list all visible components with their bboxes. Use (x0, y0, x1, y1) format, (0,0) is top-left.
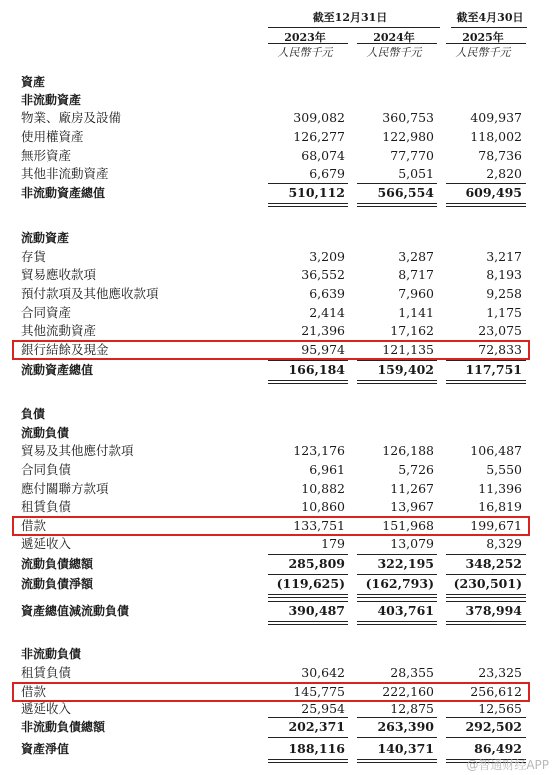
row-label: 合同資產 (21, 305, 72, 320)
double-underline (446, 621, 526, 625)
row-label: 無形資產 (21, 148, 72, 163)
cell-2025: 86,492 (474, 741, 522, 756)
cell-2025: 348,252 (465, 556, 522, 571)
cell-2024: 360,753 (382, 110, 434, 125)
header-group-dec31: 截至12月31日 (312, 11, 388, 24)
cell-2025: 9,258 (486, 286, 522, 301)
section-heading: 非流動負債 (21, 647, 82, 661)
table-row (0, 498, 553, 516)
table-row (0, 304, 553, 322)
cell-2024: (162,793) (365, 576, 434, 591)
cell-2025: 2,820 (486, 166, 522, 181)
cell-2025: 23,075 (478, 323, 522, 338)
cell-2024: 28,355 (390, 665, 434, 680)
row-label: 借款 (21, 518, 47, 533)
cell-2025: 378,994 (465, 603, 522, 618)
table-row (0, 128, 553, 146)
total-rule (357, 183, 437, 184)
row-label: 非流動資產總值 (21, 186, 106, 200)
cell-2023: 202,371 (288, 719, 345, 734)
total-rule (357, 554, 437, 555)
cell-2023: 30,642 (301, 665, 345, 680)
cell-2024: 13,079 (390, 536, 434, 551)
cell-2023: 510,112 (288, 185, 345, 200)
cell-2024: 3,287 (398, 249, 434, 264)
cell-2024: 263,390 (377, 719, 434, 734)
single-underline (268, 737, 348, 738)
table-row (0, 405, 553, 423)
table-row (0, 322, 553, 340)
cell-2024: 17,162 (390, 323, 434, 338)
table-row (0, 229, 553, 247)
row-label: 存貨 (21, 249, 47, 264)
double-underline (357, 621, 437, 625)
cell-2024: 7,960 (398, 286, 434, 301)
total-rule (357, 601, 437, 602)
table-row (0, 266, 553, 284)
double-underline (268, 621, 348, 625)
row-label: 貿易應收款項 (21, 267, 97, 282)
table-row (0, 184, 553, 202)
row-label: 應付關聯方款項 (21, 481, 109, 496)
highlight-box (12, 682, 530, 702)
total-rule (446, 601, 526, 602)
double-underline (268, 594, 348, 598)
cell-2025: 292,502 (465, 719, 522, 734)
double-underline (357, 380, 437, 384)
total-rule (357, 717, 437, 718)
cell-2024: 5,051 (398, 166, 434, 181)
cell-2023: 95,974 (301, 342, 345, 357)
cell-2025: 3,217 (486, 249, 522, 264)
table-row (0, 361, 553, 379)
header-rule-dec31 (268, 27, 440, 28)
cell-2025: 118,002 (470, 129, 522, 144)
cell-2024: 13,967 (390, 499, 434, 514)
row-label: 借款 (21, 684, 47, 699)
single-underline (357, 737, 437, 738)
cell-2025: 8,329 (486, 536, 522, 551)
cell-2025: 106,487 (470, 443, 522, 458)
cell-2025: 16,819 (478, 499, 522, 514)
table-row (0, 535, 553, 553)
cell-2025: 8,193 (486, 267, 522, 282)
row-label: 非流動負債總額 (21, 720, 106, 734)
cell-2023: 10,882 (301, 481, 345, 496)
cell-2023: 390,487 (288, 603, 345, 618)
table-row (0, 248, 553, 266)
double-underline (357, 203, 437, 207)
cell-2023: 2,414 (309, 305, 345, 320)
table-row (0, 575, 553, 593)
cell-2024: 1,141 (398, 305, 434, 320)
cell-2023: 166,184 (288, 362, 345, 377)
double-underline (446, 594, 526, 598)
header-year-2024: 2024年 (373, 31, 415, 44)
row-label: 資產總值減流動負債 (21, 604, 130, 618)
row-label: 其他非流動資產 (21, 166, 109, 181)
cell-2023: 179 (321, 536, 345, 551)
row-label: 遞延收入 (21, 536, 72, 551)
table-row (0, 480, 553, 498)
table-row (0, 109, 553, 127)
cell-2025: 23,325 (478, 665, 522, 680)
cell-2024: 566,554 (377, 185, 434, 200)
total-rule (268, 601, 348, 602)
section-heading: 負債 (21, 407, 46, 421)
double-underline (446, 380, 526, 384)
cell-2024: 77,770 (390, 148, 434, 163)
cell-2024: 126,188 (382, 443, 434, 458)
row-label: 租賃負債 (21, 499, 72, 514)
row-label: 貿易及其他應付款項 (21, 443, 134, 458)
table-row (0, 555, 553, 573)
total-rule (268, 554, 348, 555)
double-underline (268, 203, 348, 207)
cell-2024: 222,160 (382, 684, 434, 699)
row-label: 銀行結餘及現金 (21, 342, 109, 357)
cell-2024: 140,371 (377, 741, 434, 756)
cell-2023: 285,809 (288, 556, 345, 571)
cell-2023: 126,277 (293, 129, 345, 144)
section-heading: 流動負債 (21, 426, 70, 440)
cell-2025: (230,501) (453, 576, 522, 591)
cell-2025: 78,736 (478, 148, 522, 163)
row-label: 其他流動資產 (21, 323, 97, 338)
header-year-2023: 2023年 (284, 31, 326, 44)
row-label: 資產淨值 (21, 742, 70, 756)
single-underline (446, 737, 526, 738)
cell-2025: 11,396 (478, 481, 522, 496)
table-row (0, 73, 553, 91)
cell-2023: 133,751 (293, 518, 345, 533)
total-rule (357, 360, 437, 361)
cell-2023: 10,860 (301, 499, 345, 514)
header-year-2025: 2025年 (462, 31, 504, 44)
row-label: 租賃負債 (21, 665, 72, 680)
cell-2023: 25,954 (301, 701, 345, 716)
row-label: 物業、廠房及設備 (21, 110, 122, 125)
table-row (0, 147, 553, 165)
header-group-apr30: 截至4月30日 (456, 11, 524, 24)
cell-2023: 3,209 (309, 249, 345, 264)
total-rule (268, 717, 348, 718)
table-row (0, 285, 553, 303)
cell-2025: 72,833 (478, 342, 522, 357)
cell-2024: 11,267 (390, 481, 434, 496)
total-rule (446, 183, 526, 184)
cell-2023: 188,116 (288, 741, 345, 756)
cell-2024: 151,968 (382, 518, 434, 533)
table-row (0, 700, 553, 718)
cell-2023: (119,625) (276, 576, 345, 591)
cell-2023: 6,639 (309, 286, 345, 301)
double-underline (357, 759, 437, 763)
cell-2025: 609,495 (465, 185, 522, 200)
table-row (0, 602, 553, 620)
cell-2025: 12,565 (478, 701, 522, 716)
cell-2024: 122,980 (382, 129, 434, 144)
double-underline (357, 594, 437, 598)
cell-2025: 117,751 (465, 362, 522, 377)
cell-2024: 12,875 (390, 701, 434, 716)
table-row (0, 664, 553, 682)
cell-2023: 36,552 (301, 267, 345, 282)
highlight-box (12, 516, 530, 536)
cell-2024: 322,195 (377, 556, 434, 571)
row-label: 遞延收入 (21, 701, 72, 716)
table-row (0, 165, 553, 183)
header-rule-apr30 (451, 27, 527, 28)
table-row (0, 442, 553, 460)
cell-2023: 6,961 (309, 462, 345, 477)
table-row (0, 461, 553, 479)
table-row (0, 645, 553, 663)
cell-2023: 21,396 (301, 323, 345, 338)
total-rule (268, 183, 348, 184)
row-label: 流動負債總額 (21, 557, 94, 571)
double-underline (268, 759, 348, 763)
total-rule (268, 360, 348, 361)
highlight-box (12, 340, 530, 360)
cell-2023: 68,074 (301, 148, 345, 163)
row-label: 合同負債 (21, 462, 72, 477)
total-rule (446, 554, 526, 555)
cell-2023: 145,775 (293, 684, 345, 699)
double-underline (446, 203, 526, 207)
section-heading: 流動資產 (21, 231, 70, 245)
double-underline (268, 380, 348, 384)
cell-2025: 1,175 (486, 305, 522, 320)
cell-2025: 256,612 (470, 684, 522, 699)
cell-2024: 5,726 (398, 462, 434, 477)
cell-2024: 403,761 (377, 603, 434, 618)
row-label: 預付款項及其他應收款項 (21, 286, 159, 301)
total-rule (446, 717, 526, 718)
watermark: @智通财经APP (466, 758, 549, 772)
header-unit-2023: 人民幣千元 (277, 46, 333, 59)
table-row (0, 424, 553, 442)
header-unit-2024: 人民幣千元 (366, 46, 422, 59)
cell-2023: 6,679 (309, 166, 345, 181)
header-unit-2025: 人民幣千元 (455, 46, 511, 59)
cell-2025: 5,550 (486, 462, 522, 477)
cell-2025: 199,671 (470, 518, 522, 533)
total-rule (446, 360, 526, 361)
table-row (0, 718, 553, 736)
cell-2023: 123,176 (293, 443, 345, 458)
cell-2024: 121,135 (382, 342, 434, 357)
section-heading: 資產 (21, 75, 46, 89)
section-heading: 非流動資產 (21, 93, 82, 107)
row-label: 流動資產總值 (21, 363, 94, 377)
row-label: 流動負債淨額 (21, 577, 94, 591)
cell-2023: 309,082 (293, 110, 345, 125)
cell-2024: 8,717 (398, 267, 434, 282)
cell-2024: 159,402 (377, 362, 434, 377)
cell-2025: 409,937 (470, 110, 522, 125)
table-row (0, 91, 553, 109)
row-label: 使用權資產 (21, 129, 84, 144)
